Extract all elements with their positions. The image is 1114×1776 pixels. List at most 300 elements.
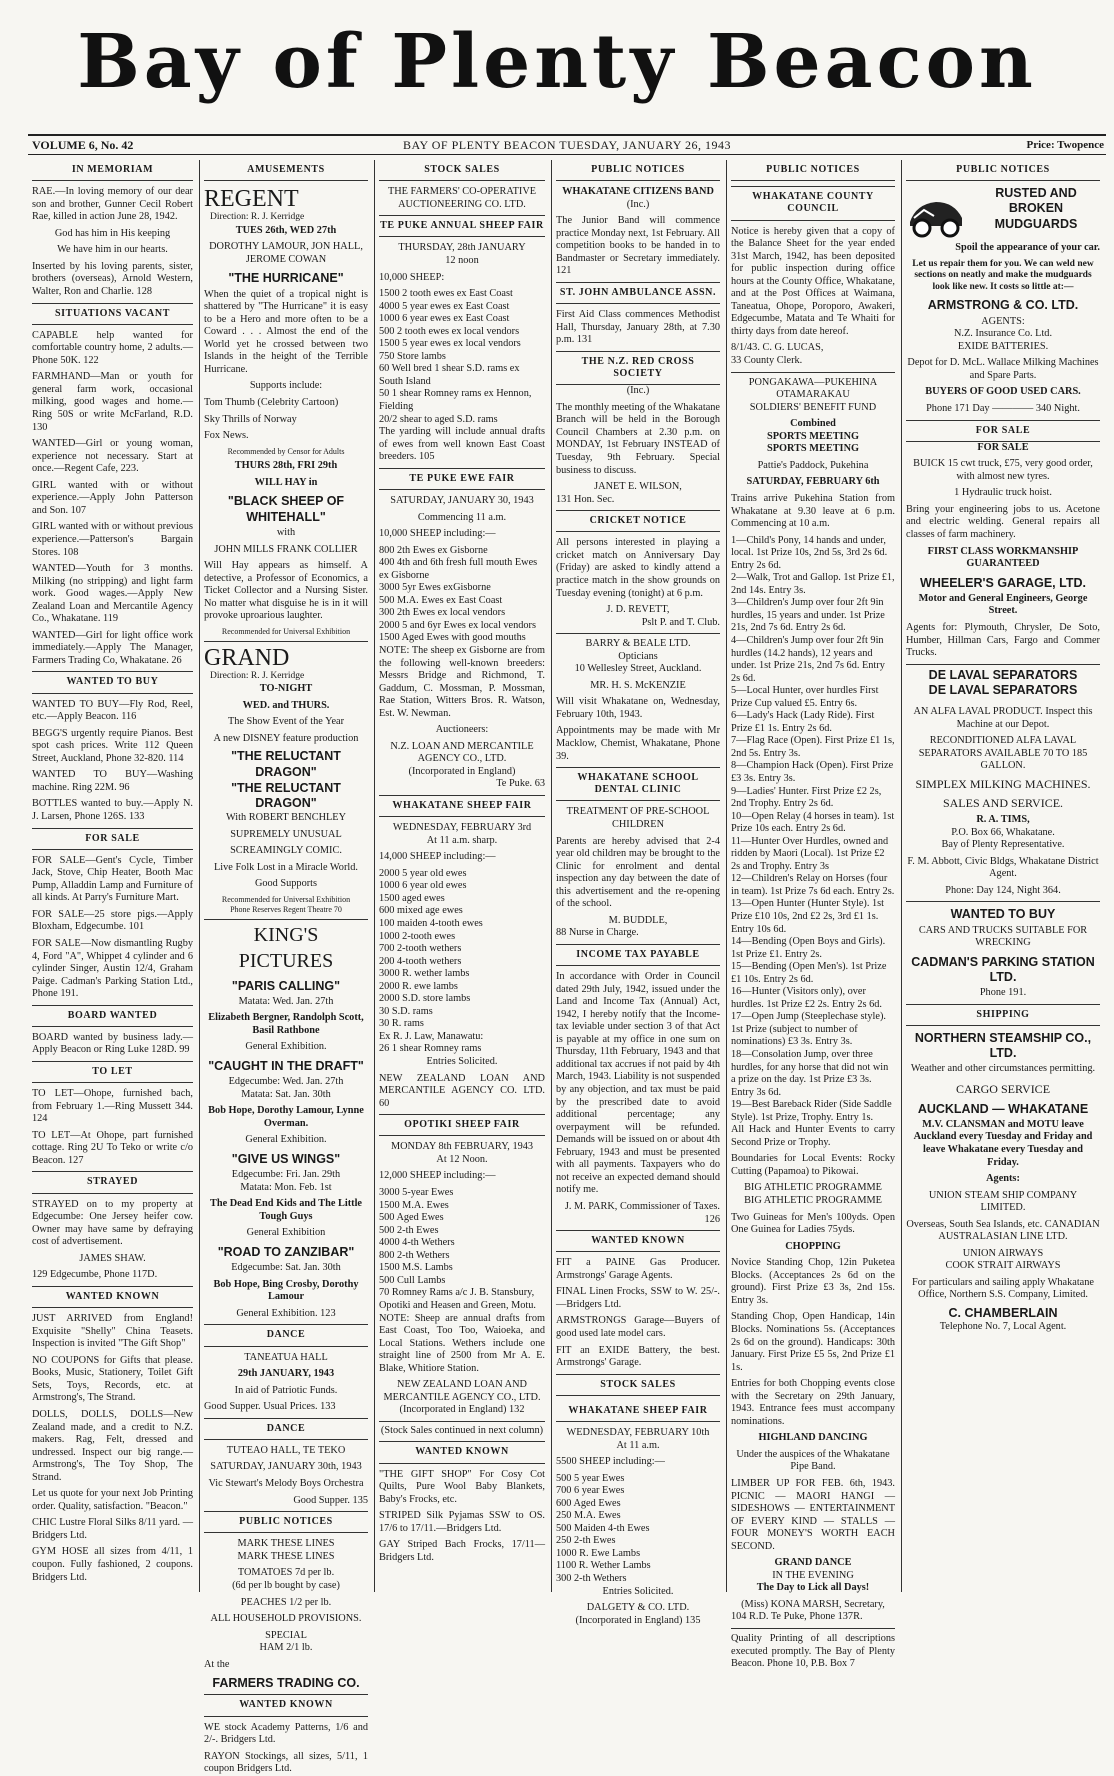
ad-headline: DE LAVAL SEPARATORS bbox=[928, 667, 1078, 682]
venue: TUTEAO HALL, TE TEKO bbox=[226, 1444, 346, 1456]
section-heading: CRICKET NOTICE bbox=[556, 510, 720, 532]
event-item: 16—Hunter (Visitors only), over hurdles. 1st Prize £2 2s. Entry 2s 6d. bbox=[731, 986, 883, 1010]
sale-item: 3000 5yr Ewes exGisborne bbox=[379, 582, 491, 594]
notice-sub: SPORTS MEETING bbox=[766, 430, 860, 442]
firm-name: CADMAN'S PARKING STATION LTD. bbox=[911, 954, 1095, 984]
sale-item: 600 mixed age ewes bbox=[379, 905, 463, 917]
signature: 104 R.D. Te Puke, Phone 137R. bbox=[731, 1611, 863, 1623]
kings-pictures-title: KING'S PICTURES bbox=[204, 919, 368, 974]
censor-note: Recommended for Universal Exhibition bbox=[221, 895, 351, 905]
notice-text: Appointments may be made with Mr Macklow, Chemist, Whakatane, Phone 39. bbox=[556, 725, 720, 762]
sale-date: THURSDAY, 28th JANUARY bbox=[398, 242, 526, 254]
film-title: "BLACK SHEEP OF WHITEHALL" bbox=[227, 494, 345, 524]
sale-item: 2000 5 and 6yr Ewes ex local vendors bbox=[379, 619, 536, 631]
phone-line: Phone 191. bbox=[979, 987, 1027, 999]
sale-item: Ex R. J. Law, Manawatu: bbox=[379, 1030, 484, 1042]
exhibition-note: General Exhibition bbox=[246, 1227, 326, 1239]
sale-item: 1000 2-tooth ewes bbox=[379, 930, 456, 942]
auctioneer: (Incorporated in England) 135 bbox=[575, 1614, 701, 1626]
show-cast: Elizabeth Bergner, Randolph Scott, Basil Rathbone bbox=[208, 1012, 364, 1036]
column-1 bbox=[28, 160, 200, 1592]
support-item: Fox News. bbox=[204, 430, 249, 442]
event-item: 17—Open Jump (Steeplechase style). 1st Prize (subject to number of nominations) £3 3s. Entry 3s. bbox=[731, 1011, 886, 1048]
sale-item: 1500 M.A. Ewes bbox=[379, 1199, 449, 1211]
sale-item: 1000 6 year old ewes bbox=[379, 880, 467, 892]
classified-ad: BOTTLES wanted to buy.—Apply N. J. Larsen, Phone 126S. 133 bbox=[32, 798, 193, 822]
section-heading: WANTED KNOWN bbox=[379, 1441, 545, 1463]
sale-item: 1500 2 tooth ewes ex East Coast bbox=[379, 288, 513, 300]
show-cast: Bob Hope, Bing Crosby, Dorothy Lamour bbox=[213, 1278, 359, 1303]
show-cast: Bob Hope, Dorothy Lamour, Lynne Overman. bbox=[208, 1105, 364, 1129]
show-cast: DOROTHY LAMOUR, JON HALL, JEROME COWAN bbox=[209, 241, 363, 265]
sale-item: 500 2 tooth ewes ex local vendors bbox=[379, 325, 520, 337]
section-heading: IN MEMORIAM bbox=[32, 160, 193, 181]
screening: Edgecumbe: Sat. Jan. 30th bbox=[231, 1262, 341, 1274]
event-item: 19—Best Bareback Rider (Side Saddle Style). 1st Prize, Trophy. Entry 1s. bbox=[731, 1099, 892, 1123]
notice-text: Two Guineas for Men's 100yds. Open One Guinea for Ladies 75yds. bbox=[731, 1211, 895, 1236]
notice-line: SPECIAL bbox=[265, 1629, 307, 1641]
ad-text: AGENTS: bbox=[981, 315, 1025, 327]
classified-ad: WE stock Academy Patterns, 1/6 and 2/-. Bridgers Ltd. bbox=[204, 1721, 368, 1746]
ad-headline: WANTED TO BUY bbox=[950, 907, 1056, 922]
notice-text: The Junior Band will commence practice Monday next, 1st February. All competition books to be handed in to Bandmaster or Secretary immediately. 121 bbox=[556, 215, 720, 277]
sale-time: At 12 Noon. bbox=[436, 1153, 488, 1165]
event-item: 18—Consolation Jump, over three hurdles, for any horse that did not win a prize on the day. 1st Prize £3 3s. Entry 3s 6d. bbox=[731, 1049, 889, 1098]
classified-ad: FINAL Linen Frocks, SSW to W. 25/-.—Bridgers Ltd. bbox=[556, 1286, 720, 1310]
sale-item: 600 Aged Ewes bbox=[556, 1497, 621, 1509]
show-cast: with bbox=[276, 526, 296, 538]
memoriam-verse: God has him in His keeping bbox=[54, 227, 171, 239]
sale-time: 12 noon bbox=[445, 255, 479, 267]
classified-ad: FOR SALE—Gent's Cycle, Timber Jack, Stove, Chip Heater, Booth Mac Pump, Alladdin Lamp and Furniture of all kinds. At Parry's Furniture Mart. bbox=[32, 854, 193, 904]
notice-text: Standing Chop, Open Handicap, 14in Blocks. Nominations 5s. (Acceptances 2s 6d on the ground). Handicaps: 30th January. First Prize £5 5s, 2nd Prize £1 1s. bbox=[731, 1311, 895, 1373]
sale-items bbox=[556, 1473, 720, 1586]
sale-items bbox=[379, 288, 545, 426]
columns bbox=[28, 160, 1106, 1775]
signature: JANET E. WILSON, bbox=[594, 481, 682, 493]
signature: 33 County Clerk. bbox=[731, 355, 803, 367]
auctioneer: NEW ZEALAND LOAN AND MERCANTILE AGENCY CO. LTD. 60 bbox=[379, 1072, 545, 1109]
notice-sub: IN THE EVENING bbox=[772, 1569, 854, 1581]
firm-name: WHEELER'S GARAGE, LTD. bbox=[920, 575, 1086, 590]
column-4 bbox=[552, 160, 727, 1626]
show-note: A new DISNEY feature production bbox=[213, 732, 359, 744]
firm-address: 10 Wellesley Street, Auckland. bbox=[574, 663, 702, 675]
ad-headline: SALES AND SERVICE. bbox=[942, 795, 1064, 810]
price: Price: Twopence bbox=[1026, 139, 1104, 151]
exhibition-note: General Exhibition. bbox=[245, 1134, 327, 1146]
sale-title: WHAKATANE SHEEP FAIR bbox=[556, 1401, 720, 1422]
ad-headline: RUSTED AND BROKEN MUDGUARDS bbox=[994, 186, 1078, 231]
section-heading: FOR SALE bbox=[906, 420, 1100, 442]
ad-text: COOK STRAIT AIRWAYS bbox=[945, 1260, 1061, 1272]
store-name: FARMERS TRADING CO. bbox=[212, 1676, 360, 1691]
phone-line: Phone 171 Day ———— 340 Night. bbox=[926, 403, 1080, 414]
event-note: Vic Stewart's Melody Boys Orchestra bbox=[208, 1478, 364, 1490]
film-description: Will Hay appears as himself. A detective, a Professor of Economics, a Ticket Collector and a Nursing Sister. No matter what disguise he is in it will provoke uproarious laughter. bbox=[204, 560, 368, 622]
signature: 88 Nurse in Charge. bbox=[556, 927, 639, 939]
signature: 129 Edgecumbe, Phone 117D. bbox=[32, 1269, 158, 1281]
sale-item: 700 6 year Ewes bbox=[556, 1485, 625, 1497]
notice-title: SOLDIERS' BENEFIT FUND bbox=[749, 401, 877, 413]
sale-item: 3000 5-year Ewes bbox=[379, 1187, 454, 1199]
ad-headline: AUCKLAND — WHAKATANE bbox=[917, 1101, 1089, 1116]
notice-sub: HIGHLAND DANCING bbox=[758, 1432, 868, 1444]
section-heading: PUBLIC NOTICES bbox=[906, 160, 1100, 181]
classified-ad: FARMHAND—Man or youth for general farm work, occasional milking, good wages and home.—Ring 50S or write McFarland, R.D. 130 bbox=[32, 371, 193, 433]
memoriam-signature: Inserted by his loving parents, sister, brothers (overseas), Arnold Western, Walter, Ron and Charlie. 128 bbox=[32, 260, 193, 298]
notice-title: WHAKATANE COUNTY COUNCIL bbox=[731, 186, 895, 220]
sale-item: 4000 4-th Wethers bbox=[379, 1237, 455, 1249]
screening: Matata: Wed. Jan. 27th bbox=[238, 995, 334, 1007]
sale-item: 26 1 shear Romney rams bbox=[379, 1043, 482, 1055]
event-item: 15—Bending (Open Men's). 1st Prize £1 10s. Entry 2s 6d. bbox=[731, 961, 887, 985]
section-heading: AMUSEMENTS bbox=[204, 160, 368, 181]
show-cast: JOHN MILLS FRANK COLLIER bbox=[214, 543, 358, 555]
classified-ad: STRIPED Silk Pyjamas SSW to OS. 17/6 to 17/11.—Bridgers Ltd. bbox=[379, 1510, 545, 1534]
section-heading: TO LET bbox=[32, 1061, 193, 1083]
notice-text: Trains arrive Pukehina Station from Whakatane at 9.30 leave at 6 p.m. Commencing at 10 a.m. bbox=[731, 492, 895, 530]
signature: J. M. PARK, Commissioner of Taxes. 126 bbox=[564, 1200, 720, 1225]
signature: 8/1/43. C. G. LUCAS, bbox=[731, 342, 824, 354]
sale-item: 1000 6 year ewes ex East Coast bbox=[379, 313, 510, 325]
show-dates: TO-NIGHT bbox=[259, 683, 313, 695]
venue: Pattie's Paddock, Pukehina bbox=[757, 459, 869, 471]
signature: Pslt P. and T. Club. bbox=[641, 616, 720, 628]
event-item: 11—Hunter Over Hurdles, owned and ridden by Maori (Local). 1st Prize £2 2s and Trophy. Entry 3s bbox=[731, 835, 889, 872]
notice-title: WHAKATANE CITIZENS BAND bbox=[562, 186, 714, 198]
ad-text: Spoil the appearance of your car. bbox=[955, 242, 1100, 254]
ad-text: EXIDE BATTERIES. bbox=[957, 340, 1049, 352]
sale-note: NOTE: The sheep ex Gisborne are from the following well-known breeders: Messrs Bridge and Richmond, T. Gaddum, C. Mossman, P. Mossman, Rae Station, Witters Bros. R. Watson, Est. W. Newman. bbox=[379, 644, 545, 719]
notice-title: OTAMARAKAU bbox=[776, 389, 850, 401]
notice-text: Boundaries for Local Events: Rocky Cutting (Papamoa) to Pikowai. bbox=[731, 1153, 895, 1177]
film-title: "THE HURRICANE" bbox=[228, 271, 344, 286]
notice-text: In accordance with Order in Council dated 29th July, 1942, issued under the Land and Income Tax (Annual) Act, 1942, I hereby notify that the Income-tax leviable under section 3 of that Act is payable at my office in one sum on Thursday, 11th February, 1943 and that additional tax accrues if not paid by 4th March, 1943. Liability is not suspended by any objection, and tax must be paid by the prescribed date to avoid additional percentage; any overpayment will be refunded. Demands will be issued on or about 4th February, 1943 and must be presented with all payments. Taxpayers who do not receive an expected demand should notify me. bbox=[556, 971, 720, 1196]
classified-ad: ARMSTRONGS Garage—Buyers of good used late model cars. bbox=[556, 1315, 720, 1339]
sale-item: 2000 S.D. store lambs bbox=[379, 993, 471, 1005]
event-date: SATURDAY, FEBRUARY 6th bbox=[746, 476, 880, 488]
sale-note: Entries Solicited. bbox=[426, 1056, 498, 1068]
auctioneer: (Incorporated in England) bbox=[408, 765, 516, 777]
film-title: "THE RELUCTANT DRAGON" bbox=[231, 780, 341, 811]
event-list bbox=[731, 535, 895, 1125]
notice-sub: TREATMENT OF PRE-SCHOOL CHILDREN bbox=[566, 806, 710, 830]
classified-ad: TO LET—At Ohope, part furnished cottage. Ring 2U To Teko or write c/o Beacon. 127 bbox=[32, 1129, 193, 1166]
ad-text: UNION AIRWAYS bbox=[962, 1247, 1044, 1259]
ad-text: Agents for: Plymouth, Chrysler, De Soto, Humber, Hillman Cars, Fargo and Commer Trucks. bbox=[906, 622, 1100, 659]
car-illustration-icon bbox=[906, 188, 966, 240]
classified-ad: STRAYED on to my property at Edgecumbe: One Jersey heifer cow. Owner may have same by defraying cost of advertisement. bbox=[32, 1198, 193, 1248]
sale-date: MONDAY 8th FEBRUARY, 1943 bbox=[390, 1141, 534, 1153]
masthead bbox=[0, 0, 1114, 125]
classified-ad: WANTED TO BUY—Washing machine. Ring 22M. 96 bbox=[32, 769, 193, 793]
event-item: 3—Children's Jump over four 2ft 9in hurdles, 15 years and under. 1st Prize 21s, 2nd 7s 6d. Entry 2s 6d. bbox=[731, 597, 885, 634]
sale-item: 1500 M.S. Lambs bbox=[379, 1262, 453, 1274]
notice-sub: (Inc.) bbox=[626, 385, 650, 397]
notice-line: MARK THESE LINES bbox=[237, 1538, 335, 1550]
notice-sub: CHOPPING bbox=[785, 1240, 841, 1252]
classified-ad: WANTED—Girl for light office work immediately.—Apply The Manager, Farmers Trading Co, Whakatane. 26 bbox=[32, 629, 193, 666]
ad-text: Overseas, South Sea Islands, etc. CANADIAN AUSTRALASIAN LINE LTD. bbox=[906, 1218, 1100, 1243]
de-laval-ad bbox=[906, 664, 1100, 898]
sale-item: 3000 R. wether lambs bbox=[379, 968, 470, 980]
ad-headline: DE LAVAL SEPARATORS bbox=[928, 682, 1078, 697]
sale-item: 20/2 shear to aged S.D. rams bbox=[379, 413, 498, 425]
dateline-bar bbox=[28, 134, 1106, 155]
section-heading: PUBLIC NOTICES bbox=[204, 1511, 368, 1533]
event-date: 29th JANUARY, 1943 bbox=[237, 1368, 335, 1380]
phone-line: Telephone No. 7, Local Agent. bbox=[939, 1321, 1067, 1333]
sale-item: 100 maiden 4-tooth ewes bbox=[379, 918, 483, 929]
notice-text: First Aid Class commences Methodist Hall, Thursday, January 28th, at 7.30 p.m. 131 bbox=[556, 309, 720, 346]
show-dates: THURS 28th, FRI 29th bbox=[234, 460, 338, 472]
notice-line: MARK THESE LINES bbox=[237, 1550, 335, 1562]
classified-ad: FOR SALE—25 store pigs.—Apply Bloxham, Edgecumbe. 101 bbox=[32, 908, 193, 933]
ad-text: P.O. Box 66, Whakatane. bbox=[951, 826, 1055, 838]
notice-text: Parents are hereby advised that 2-4 year old children may be brought to the Clinic for enrolment and dental inspection any day between the date of this advertisement and the re-opening of the school. bbox=[556, 835, 720, 910]
theatre-name: GRAND bbox=[204, 644, 290, 671]
regent-header bbox=[204, 186, 368, 225]
ad-text: N.Z. Insurance Co. Ltd. bbox=[953, 328, 1053, 340]
film-title: "THE RELUCTANT DRAGON" bbox=[231, 749, 341, 779]
signature: 131 Hon. Sec. bbox=[556, 493, 615, 505]
sale-title: WHAKATANE SHEEP FAIR bbox=[379, 795, 545, 817]
classified-ad: BOARD wanted by business lady.—Apply Beacon or Ring Luke 128D. 99 bbox=[32, 1031, 193, 1056]
classified-ad: GIRL wanted with or without experience.—Apply John Patterson and Son. 107 bbox=[32, 479, 193, 516]
ad-text: FIRST CLASS WORKMANSHIP GUARANTEED bbox=[927, 545, 1079, 570]
film-title: "CAUGHT IN THE DRAFT" bbox=[208, 1058, 364, 1073]
film-description: When the quiet of a tropical night is shattered by "The Hurricane" it is easy to be a Hero and more often to be a Coward . . . Almost the end of the World yet he crossed between two Islands in the height of the Terrible Hurricane. bbox=[204, 288, 368, 375]
notice-sub: GRAND DANCE bbox=[774, 1557, 852, 1569]
sale-item: 50 1 shear Romney rams ex Hennon, Fielding bbox=[379, 388, 532, 413]
event-item: 12—Children's Relay on Horses (four in team). 1st Prize 7s 6d each. Entry 2s. bbox=[731, 873, 895, 897]
notice-text: Will visit Whakatane on, Wednesday, February 10th, 1943. bbox=[556, 696, 720, 720]
event-item: 2—Walk, Trot and Gallop. 1st Prize £1, 2nd 14s. Entry 3s. bbox=[731, 572, 895, 596]
phone-note: Phone Reserves Regent Theatre 70 bbox=[230, 904, 342, 914]
sale-total: 5500 SHEEP including:— bbox=[556, 1456, 665, 1468]
classified-ad: CHIC Lustre Floral Silks 8/11 yard. —Bridgers Ltd. bbox=[32, 1517, 193, 1541]
sale-item: 4000 5 year ewes ex East Coast bbox=[379, 300, 510, 312]
auctioneer: Te Puke. 63 bbox=[496, 778, 545, 790]
sale-item: 2000 5 year old ewes bbox=[379, 867, 467, 879]
issue-date: BAY OF PLENTY BEACON TUESDAY, JANUARY 26, 1943 bbox=[402, 138, 732, 152]
event-date: SATURDAY, JANUARY 30th, 1943 bbox=[210, 1461, 362, 1473]
screening: Edgecumbe: Wed. Jan. 27th bbox=[228, 1076, 344, 1088]
column-3 bbox=[375, 160, 552, 1592]
sale-item: 500 5 year Ewes bbox=[556, 1472, 625, 1484]
notice-line: At the bbox=[204, 1658, 230, 1670]
notice-sub: SPORTS MEETING bbox=[766, 443, 860, 455]
signature: (Miss) KONA MARSH, Secretary, bbox=[741, 1598, 885, 1610]
section-heading: FOR SALE bbox=[32, 828, 193, 850]
notice-sub: BIG ATHLETIC PROGRAMME bbox=[744, 1195, 882, 1207]
ad-text: CARS AND TRUCKS SUITABLE FOR WRECKING bbox=[918, 924, 1088, 949]
theatre-direction: Direction: R. J. Kerridge bbox=[210, 212, 305, 223]
show-note: Good Supports bbox=[254, 878, 318, 890]
sale-item: 1000 R. Ewe Lambs bbox=[556, 1547, 641, 1559]
auctioneer: (Incorporated in England) 132 bbox=[399, 1404, 525, 1416]
film-title: "GIVE US WINGS" bbox=[231, 1151, 341, 1166]
sale-time: Commencing 11 a.m. bbox=[417, 511, 507, 523]
ad-text: RECONDITIONED ALFA LAVAL SEPARATORS AVAILABLE 70 TO 185 GALLON. bbox=[918, 735, 1088, 772]
sale-time: At 11 a.m. sharp. bbox=[426, 834, 498, 846]
newspaper-title: Bay of Plenty Beacon bbox=[77, 19, 1037, 105]
classified-ad: DOLLS, DOLLS, DOLLS—New Zealand made, and a credit to N.Z. makers. Rag, Felt, dressed and undressed. Inspect our big range.—Armstrong's, The Toy Shop, The Strand. bbox=[32, 1408, 193, 1483]
sale-item: 400 4th and 6th fresh full mouth Ewes ex Gisborne bbox=[379, 557, 538, 581]
show-cast: The Dead End Kids and The Little Tough Guys bbox=[209, 1198, 362, 1222]
section-heading: SHIPPING bbox=[906, 1004, 1100, 1026]
grand-header bbox=[204, 641, 368, 684]
show-dates: TUES 26th, WED 27th bbox=[235, 224, 337, 236]
column-5 bbox=[727, 160, 902, 1670]
notice-line: ALL HOUSEHOLD PROVISIONS. bbox=[210, 1613, 362, 1625]
section-heading: WANTED KNOWN bbox=[556, 1230, 720, 1252]
sale-item: 70 Romney Rams a/c J. B. Stansbury, Opotiki and Heasen and Green, Motu. bbox=[379, 1287, 536, 1311]
sale-item: 300 2th Ewes ex local vendors bbox=[379, 607, 506, 619]
notice-line: HAM 2/1 lb. bbox=[259, 1642, 313, 1654]
support-item: Tom Thumb (Celebrity Cartoon) bbox=[204, 397, 339, 408]
show-note: SCREAMINGLY COMIC. bbox=[230, 845, 342, 857]
event-item: 9—Ladies' Hunter. First Prize £2 2s, 2nd Trophy. Entry 2s 6d. bbox=[731, 785, 882, 810]
notice-title: THE N.Z. RED CROSS SOCIETY bbox=[556, 351, 720, 385]
section-heading: WANTED KNOWN bbox=[32, 1286, 193, 1308]
sale-item: 1100 R. Wether Lambs bbox=[556, 1560, 651, 1572]
ad-text: Weather and other circumstances permitting. bbox=[910, 1063, 1096, 1075]
classified-ad: JUST ARRIVED from England! Exquisite "Shelly" China Teasets. Inspection is invited "The Gift Shop" bbox=[32, 1313, 193, 1350]
column-2 bbox=[200, 160, 375, 1775]
event-item: 4—Children's Jump over four 2ft 9in hurdles (14.2 hands), 12 years and under. 1st Prize 21s, 2nd 7s 6d. Entry 2s 6d. bbox=[731, 634, 885, 684]
sale-title: TE PUKE ANNUAL SHEEP FAIR bbox=[379, 215, 545, 237]
sale-title: TE PUKE EWE FAIR bbox=[379, 468, 545, 490]
notice-text: Notice is hereby given that a copy of the Balance Sheet for the year ended 31st March, 1942, has been deposited for public inspection during office hours at the County Office, Whakatane, and at the Post Offices at Waimana, Taneatua, Ohope, Poroporo, Awakeri, Edgecumbe, Matata and Te Whaiti for thirty days from date hereof. bbox=[731, 225, 895, 337]
screening: Edgecumbe: Fri. Jan. 29th bbox=[231, 1169, 341, 1181]
sports-meeting-ad bbox=[731, 372, 895, 1624]
event-item: 1—Child's Pony, 14 hands and under, local. 1st Prize 10s, 2nd 5s, 3rd 2s 6d. Entry 2s 6d. bbox=[731, 534, 888, 571]
classified-ad: GAY Striped Bach Frocks, 17/11—Bridgers Ltd. bbox=[379, 1539, 545, 1563]
show-cast: WILL HAY in bbox=[254, 476, 318, 488]
notice-sub: Combined bbox=[790, 418, 836, 430]
continued-note: (Stock Sales continued in next column) bbox=[379, 1421, 545, 1438]
censor-note: Recommended for Universal Exhibition bbox=[221, 626, 351, 636]
section-heading: PUBLIC NOTICES bbox=[731, 160, 895, 181]
sale-item: 700 2-tooth wethers bbox=[379, 943, 462, 955]
classified-ad: "THE GIFT SHOP" For Cosy Cot Quilts, Pure Wool Baby Blankets, Baby's Frocks, etc. bbox=[379, 1468, 545, 1505]
sale-item: 1500 aged ewes bbox=[379, 892, 445, 904]
event-item: 6—Lady's Hack (Lady Ride). First Prize £1 1s. Entry 2s 6d. bbox=[731, 710, 875, 734]
notice-text: Novice Standing Chop, 12in Puketea Blocks. (Acceptances 2s 6d on the ground). First Prize £3 3s, 2nd 15s. Entry 3s. bbox=[731, 1257, 895, 1306]
sale-items bbox=[379, 868, 545, 1056]
section-heading: INCOME TAX PAYABLE bbox=[556, 944, 720, 966]
sale-note: NOTE: Sheep are annual drafts from East Coast, Too Too, Waioeka, and Local Stations. Wethers include one straight line of 2500 from Mr A. E. Blake, Whitiore Station. bbox=[379, 1312, 545, 1374]
sale-title: OPOTIKI SHEEP FAIR bbox=[379, 1114, 545, 1136]
signature: J. D. REVETT, bbox=[606, 604, 670, 616]
ad-text: AN ALFA LAVAL PRODUCT. Inspect this Machine at our Depot. bbox=[913, 706, 1093, 730]
sale-date: SATURDAY, JANUARY 30, 1943 bbox=[390, 494, 534, 506]
exhibition-note: General Exhibition. 123 bbox=[236, 1307, 336, 1319]
screening: Matata: Mon. Feb. 1st bbox=[240, 1181, 332, 1193]
notice-text: Entries for both Chopping events close with the Secretary on 29th January, 1943. Entrance fees must accompany nominations. bbox=[731, 1378, 895, 1427]
notice-title: PONGAKAWA—PUKEHINA bbox=[748, 376, 878, 388]
ad-text: BUICK 15 cwt truck, £75, very good order, with almost new tyres. bbox=[913, 458, 1093, 482]
show-dates: WED. and THURS. bbox=[242, 699, 330, 711]
sale-item: 500 M.A. Ewes ex East Coast bbox=[379, 594, 503, 606]
firm-sub: Opticians bbox=[618, 650, 658, 662]
ad-text: Depot for D. McL. Wallace Milking Machines and Spare Parts. bbox=[907, 357, 1099, 381]
notice-text: Under the auspices of the Whakatane Pipe Band. bbox=[736, 1448, 890, 1473]
classified-ad: RAYON Stockings, all sizes, 5/11, 1 coupon Bridgers Ltd. bbox=[204, 1750, 368, 1775]
ad-text: For particulars and sailing apply Whakatane Office, Northern S.S. Company, Limited. bbox=[912, 1276, 1094, 1301]
support-item: Sky Thrills of Norway bbox=[204, 413, 297, 425]
auctioneer: THE FARMERS' CO-OPERATIVE AUCTIONEERING CO. LTD. bbox=[387, 186, 537, 210]
show-note: Live Folk Lost in a Miracle World. bbox=[214, 861, 358, 873]
ad-text: Bring your engineering jobs to us. Acetone and electric welding. General repairs all classes of farm machinery. bbox=[906, 503, 1100, 541]
notice-sub: (Inc.) bbox=[626, 198, 650, 210]
notice-line: TOMATOES 7d per lb. bbox=[237, 1567, 335, 1579]
show-note: SUPREMELY UNUSUAL bbox=[230, 828, 342, 840]
section-heading: BOARD WANTED bbox=[32, 1005, 193, 1027]
sale-item: 1500 5 year ewes ex local vendors bbox=[379, 338, 521, 350]
sale-total: 12,000 SHEEP including:— bbox=[379, 1170, 496, 1182]
sale-items bbox=[379, 545, 545, 645]
ad-text: BUYERS OF GOOD USED CARS. bbox=[925, 386, 1081, 398]
event-item: 13—Open Hunter (Hunter Style). 1st Prize £10 10s, 2nd £2 2s, 3rd £1 1s. Entry 10s 6d. bbox=[731, 898, 884, 935]
event-note: In aid of Patriotic Funds. bbox=[234, 1384, 338, 1396]
ad-text: FOR SALE bbox=[977, 441, 1029, 453]
classified-ad: BEGG'S urgently require Pianos. Best spot cash prices. Write 112 Queen Street, Auckland, Phone 32-820. 114 bbox=[32, 727, 193, 764]
section-heading: WANTED TO BUY bbox=[32, 671, 193, 693]
classified-ad: FIT an EXIDE Battery, the best. Armstrongs' Garage. bbox=[556, 1344, 720, 1369]
section-heading: DANCE bbox=[204, 1324, 368, 1346]
sale-item: 250 2-th Ewes bbox=[556, 1535, 616, 1547]
classified-ad: TO LET—Ohope, furnished bach, from February 1.—Ring Mussett 344. 124 bbox=[32, 1088, 193, 1125]
classified-ad: WANTED—Youth for 3 months. Milking (no stripping) and light farm work. Good wages.—Apply New Zealand Loan and Mercantile Agency Co., Whakatane. 119 bbox=[32, 563, 193, 625]
theatre-name: REGENT bbox=[204, 186, 299, 213]
ad-headline: SIMPLEX MILKING MACHINES. bbox=[915, 776, 1091, 791]
optician-ad bbox=[556, 633, 720, 763]
firm-name: R. A. TIMS, bbox=[976, 814, 1030, 826]
notice-line: (6d per lb bought by case) bbox=[232, 1579, 340, 1591]
agent-name: C. CHAMBERLAIN bbox=[948, 1306, 1058, 1321]
memoriam-text: RAE.—In loving memory of our dear son and brother, Gunner Cecil Robert Rae, killed in action June 28, 1942. bbox=[32, 186, 193, 223]
auctioneer: DALGETY & CO. LTD. bbox=[586, 1602, 690, 1614]
sale-total: 14,000 SHEEP including:— bbox=[379, 851, 496, 863]
sale-date: WEDNESDAY, FEBRUARY 3rd bbox=[392, 822, 532, 834]
event-item: 7—Flag Race (Open). First Prize £1 1s, 2nd 5s. Entry 3s. bbox=[731, 735, 895, 759]
screening: Matata: Sat. Jan. 30th bbox=[241, 1088, 331, 1100]
film-title: "PARIS CALLING" bbox=[231, 978, 341, 993]
ad-text: Motor and General Engineers, George Street. bbox=[918, 592, 1088, 617]
venue: TANEATUA HALL bbox=[244, 1351, 328, 1363]
event-item: 5—Local Hunter, over hurdles First Prize Cup valued £5. Entry 6s. bbox=[731, 685, 879, 709]
mudguard-ad bbox=[906, 186, 1100, 415]
ad-text: UNION STEAM SHIP COMPANY LIMITED. bbox=[928, 1189, 1078, 1214]
section-heading: STOCK SALES bbox=[379, 160, 545, 181]
sale-time: At 11 a.m. bbox=[616, 1439, 660, 1451]
section-heading: PUBLIC NOTICES bbox=[556, 160, 720, 181]
classified-ad: Let us quote for your next Job Printing order. Quality, satisfaction. "Beacon." bbox=[32, 1488, 193, 1512]
wrecking-ad bbox=[906, 901, 1100, 999]
classified-ad: GIRL wanted with or without previous experience.—Patterson's Bargain Stores. 108 bbox=[32, 521, 193, 558]
notice-text: All persons interested in playing a cricket match on Anniversary Day (Friday) are asked to kindly attend a practice match in the show grounds on Tuesday evening (tonight) at 6 p.m. bbox=[556, 537, 720, 599]
ad-text: Bay of Plenty Representative. bbox=[941, 839, 1065, 851]
section-heading: DANCE bbox=[204, 1418, 368, 1440]
sale-item: 800 2-th Wethers bbox=[379, 1249, 450, 1261]
firm-name: NORTHERN STEAMSHIP CO., LTD. bbox=[914, 1030, 1092, 1061]
sale-item: 500 Aged Ewes bbox=[379, 1212, 444, 1224]
signature: M. BUDDLE, bbox=[608, 914, 668, 926]
ad-headline: CARGO SERVICE bbox=[955, 1082, 1051, 1097]
